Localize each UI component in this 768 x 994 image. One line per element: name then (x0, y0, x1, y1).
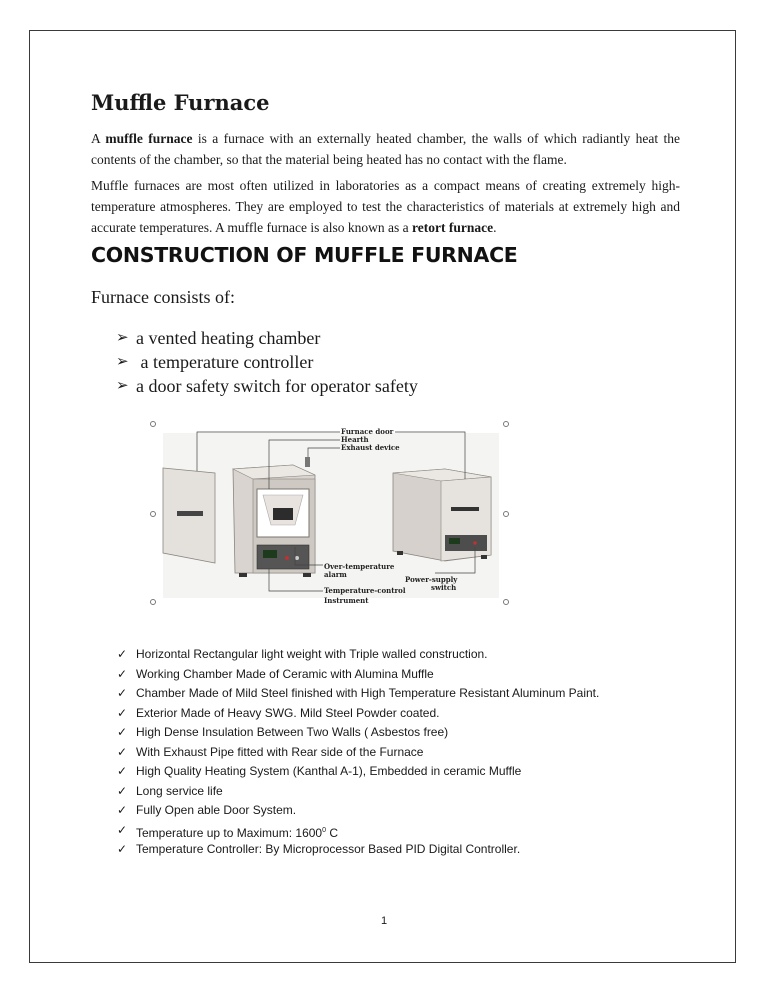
checkmark-icon: ✓ (117, 725, 128, 739)
list-item: ✓ Fully Open able Door System. (117, 801, 599, 821)
list-item: ✓ Temperature Controller: By Microprocessor Based PID Digital Controller. (117, 840, 599, 860)
corner-handle-icon (151, 600, 156, 605)
corner-handle-icon (504, 512, 509, 517)
checkmark-icon: ✓ (117, 744, 128, 759)
corner-handle-icon (504, 422, 509, 427)
list-item: ✓ Horizontal Rectangular light weight with Triple walled construction. (117, 645, 599, 665)
arrow-bullet-icon: ➢ (116, 354, 129, 370)
checkmark-icon: ✓ (117, 705, 128, 720)
label-furnace-door: Furnace door (341, 427, 394, 436)
components-list (116, 326, 418, 398)
checkmark-icon: ✓ (117, 822, 128, 837)
label-exhaust-device: Exhaust device (341, 443, 400, 452)
muffle-furnace-diagram (145, 413, 521, 613)
list-item: ✓ Chamber Made of Mild Steel finished with High Temperature Resistant Aluminum Paint. (117, 684, 599, 704)
label-power-supply: Power-supply (405, 575, 458, 584)
list-item: ✓ Long service life (117, 782, 599, 802)
features-list (117, 645, 599, 860)
list-item: ✓ Working Chamber Made of Ceramic with Alumina Muffle (117, 665, 599, 685)
checkmark-icon: ✓ (117, 803, 128, 817)
retort-furnace-term: retort furnace (412, 220, 494, 235)
list-item: ✓ High Quality Heating System (Kanthal A-1), Embedded in ceramic Muffle (117, 762, 599, 782)
arrow-bullet-icon: ➢ (116, 330, 129, 346)
arrow-bullet-icon: ➢ (116, 378, 129, 394)
checkmark-icon: ✓ (117, 647, 128, 661)
list-item: ✓ High Dense Insulation Between Two Walls ( Asbestos free) (117, 723, 599, 743)
label-alarm: alarm (324, 570, 347, 579)
checkmark-icon: ✓ (117, 666, 128, 681)
checkmark-icon: ✓ (117, 764, 128, 778)
list-item (117, 821, 599, 841)
label-switch: switch (431, 583, 457, 592)
checkmark-icon: ✓ (117, 686, 128, 700)
construction-heading: CONSTRUCTION OF MUFFLE FURNACE (91, 243, 518, 267)
consists-label: Furnace consists of: (91, 287, 235, 307)
max-temperature: Temperature up to Maximum: 1600$^0$ C (136, 825, 338, 840)
label-temperature-control: Temperature-control (324, 586, 406, 595)
intro-paragraph-2: Muffle furnaces are most often utilized in laboratories as a compact means of creating extremely high-temperature atmospheres. They are employed to test the characteristics of materials at extremely high and accurate temperatures. A muffle furnace is also known as a retort furnace. (91, 178, 680, 235)
muffle-furnace-term: muffle furnace (105, 131, 193, 146)
label-instrument: Instrument (324, 596, 369, 605)
corner-handle-icon (151, 512, 156, 517)
list-item: ✓ With Exhaust Pipe fitted with Rear side of the Furnace (117, 743, 599, 763)
list-item: ✓ Exterior Made of Heavy SWG. Mild Steel Powder coated. (117, 704, 599, 724)
list-item: ➢ a door safety switch for operator safety (116, 376, 418, 396)
closed-furnace-illustration (393, 469, 491, 561)
checkmark-icon: ✓ (117, 783, 128, 798)
checkmark-icon: ✓ (117, 842, 128, 856)
corner-handle-icon (504, 600, 509, 605)
label-hearth: Hearth (341, 435, 369, 444)
page-number: 1 (380, 915, 388, 927)
page-title: Muffle Furnace (91, 90, 270, 115)
intro-paragraph-1: A muffle furnace is a furnace with an externally heated chamber, the walls of which radiantly heat the contents of the chamber, so that the material being heated has no contact with the flame. (91, 131, 680, 167)
list-item: ➢ a vented heating chamber (116, 328, 321, 348)
label-over-temperature: Over-temperature (324, 562, 395, 571)
list-item: ➢ a temperature controller (116, 352, 314, 372)
corner-handle-icon (151, 422, 156, 427)
